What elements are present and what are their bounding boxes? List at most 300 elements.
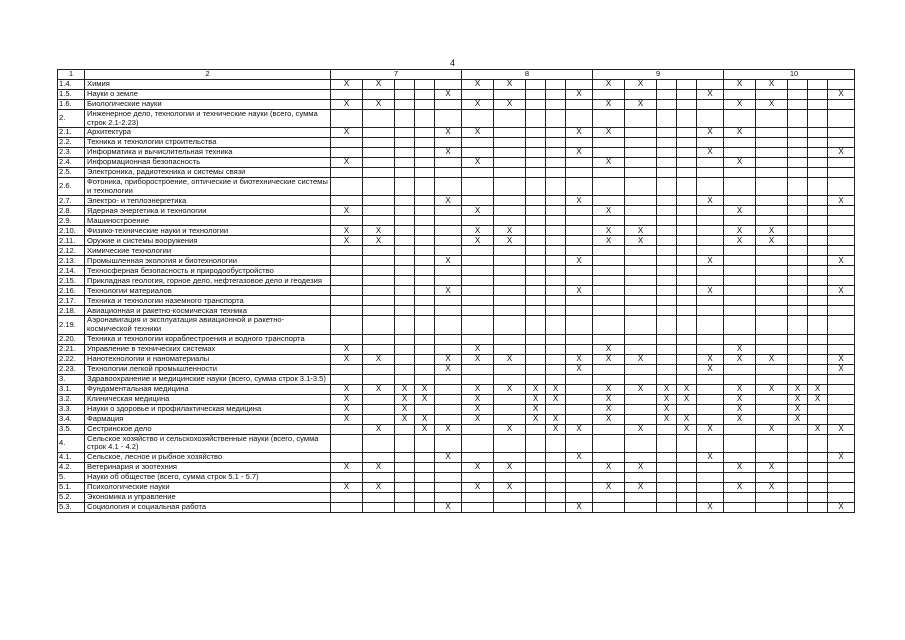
mark-cell [566,100,593,110]
mark-cell [697,472,724,482]
mark-cell [756,492,788,502]
mark-cell [415,246,435,256]
mark-cell [724,178,756,196]
mark-cell [415,492,435,502]
mark-cell [677,482,697,492]
mark-cell [756,394,788,404]
mark-cell [657,206,677,216]
mark-cell [331,296,363,306]
mark-cell [828,296,855,306]
mark-cell [462,196,494,206]
mark-cell [546,502,566,512]
mark-cell [494,128,526,138]
mark-cell [462,168,494,178]
mark-cell [526,482,546,492]
mark-cell [494,286,526,296]
mark-cell [788,236,808,246]
mark-cell [462,472,494,482]
mark-cell: X [395,394,415,404]
mark-cell [566,404,593,414]
mark-cell: X [697,354,724,364]
mark-cell [724,334,756,344]
mark-cell [331,256,363,266]
table-row [58,384,855,394]
mark-cell [697,80,724,90]
mark-cell [363,344,395,354]
mark-cell [788,364,808,374]
mark-cell [788,276,808,286]
mark-cell [363,404,395,414]
header-col-2: 2 [85,70,331,80]
mark-cell [677,196,697,206]
mark-cell [546,246,566,256]
mark-cell [625,364,657,374]
mark-cell [494,90,526,100]
mark-cell [395,80,415,90]
mark-cell [808,110,828,128]
mark-cell [566,246,593,256]
mark-cell: X [657,414,677,424]
mark-cell: X [363,354,395,364]
mark-cell [677,128,697,138]
mark-cell [677,404,697,414]
mark-cell [566,266,593,276]
mark-cell [462,256,494,266]
mark-cell [415,138,435,148]
mark-cell: X [566,502,593,512]
mark-cell [415,226,435,236]
table-row [58,452,855,462]
mark-cell [546,482,566,492]
mark-cell [677,492,697,502]
row-name: Биологические науки [85,100,331,110]
mark-cell [395,138,415,148]
mark-cell [415,216,435,226]
mark-cell [526,502,546,512]
mark-cell [828,482,855,492]
mark-cell [415,206,435,216]
mark-cell [808,206,828,216]
mark-cell [331,246,363,256]
mark-cell [593,296,625,306]
mark-cell [697,206,724,216]
mark-cell [462,306,494,316]
mark-cell [697,404,724,414]
mark-cell [435,216,462,226]
row-code: 3.2. [58,394,85,404]
mark-cell [625,316,657,334]
mark-cell: X [526,414,546,424]
mark-cell [494,138,526,148]
mark-cell [363,316,395,334]
mark-cell [435,178,462,196]
mark-cell [593,178,625,196]
mark-cell [546,168,566,178]
mark-cell [462,364,494,374]
mark-cell [395,482,415,492]
mark-cell: X [593,482,625,492]
mark-cell [494,148,526,158]
mark-cell [331,178,363,196]
mark-cell [526,276,546,286]
mark-cell [526,452,546,462]
mark-cell [808,158,828,168]
mark-cell: X [625,462,657,472]
mark-cell [657,196,677,206]
mark-cell: X [756,236,788,246]
header-col-7: 7 [331,70,462,80]
mark-cell: X [494,354,526,364]
mark-cell [657,492,677,502]
mark-cell: X [566,256,593,266]
row-name: Электроника, радиотехника и системы связи [85,168,331,178]
mark-cell [657,100,677,110]
mark-cell [363,90,395,100]
mark-cell: X [677,424,697,434]
mark-cell [546,216,566,226]
mark-cell [657,502,677,512]
mark-cell: X [724,226,756,236]
mark-cell [756,404,788,414]
mark-cell [566,296,593,306]
mark-cell: X [593,100,625,110]
mark-cell [756,216,788,226]
mark-cell [462,216,494,226]
mark-cell [657,482,677,492]
mark-cell: X [331,344,363,354]
mark-cell [566,384,593,394]
mark-cell [395,246,415,256]
mark-cell [395,226,415,236]
row-code: 2.18. [58,306,85,316]
mark-cell [625,414,657,424]
table-row [58,246,855,256]
mark-cell: X [788,384,808,394]
mark-cell [363,148,395,158]
mark-cell: X [566,148,593,158]
mark-cell [494,256,526,266]
mark-cell [363,178,395,196]
row-name: Ядерная энергетика и технологии [85,206,331,216]
mark-cell [724,90,756,100]
mark-cell [788,138,808,148]
mark-cell [546,138,566,148]
mark-cell: X [462,206,494,216]
mark-cell [593,452,625,462]
mark-cell [546,110,566,128]
mark-cell [828,128,855,138]
mark-cell [526,110,546,128]
mark-cell [828,158,855,168]
row-code: 2.3. [58,148,85,158]
mark-cell [828,168,855,178]
mark-cell: X [828,354,855,364]
mark-cell [526,168,546,178]
mark-cell [724,296,756,306]
mark-cell [657,364,677,374]
mark-cell [435,316,462,334]
mark-cell [435,276,462,286]
table-row [58,286,855,296]
table-row [58,502,855,512]
mark-cell: X [657,384,677,394]
mark-cell: X [724,158,756,168]
mark-cell: X [566,364,593,374]
mark-cell: X [697,196,724,206]
row-name: Информационная безопасность [85,158,331,168]
mark-cell [526,216,546,226]
mark-cell [526,286,546,296]
mark-cell [363,286,395,296]
mark-cell [462,266,494,276]
mark-cell [808,178,828,196]
row-code: 4.2. [58,462,85,472]
mark-cell [435,226,462,236]
mark-cell [462,492,494,502]
mark-cell [625,434,657,452]
mark-cell [657,424,677,434]
row-name: Химические технологии [85,246,331,256]
mark-cell [808,472,828,482]
mark-cell [808,90,828,100]
mark-cell [788,90,808,100]
mark-cell: X [546,384,566,394]
mark-cell: X [435,196,462,206]
mark-cell [331,492,363,502]
table-row [58,462,855,472]
mark-cell [435,158,462,168]
mark-cell [697,296,724,306]
mark-cell: X [494,384,526,394]
mark-cell [808,306,828,316]
mark-cell [566,80,593,90]
mark-cell: X [677,394,697,404]
mark-cell: X [593,206,625,216]
row-code: 2.4. [58,158,85,168]
mark-cell: X [593,236,625,246]
mark-cell [566,178,593,196]
mark-cell: X [363,482,395,492]
row-code: 3.4. [58,414,85,424]
mark-cell: X [756,384,788,394]
mark-cell [395,158,415,168]
mark-cell [546,316,566,334]
row-code: 2.12. [58,246,85,256]
mark-cell [566,226,593,236]
mark-cell [494,394,526,404]
mark-cell: X [363,100,395,110]
row-name: Технологии материалов [85,286,331,296]
mark-cell: X [331,100,363,110]
row-name: Науки об обществе (всего, сумма строк 5.1 - 5.7) [85,472,331,482]
mark-cell [593,472,625,482]
mark-cell [657,266,677,276]
mark-cell [435,306,462,316]
mark-cell: X [828,148,855,158]
mark-cell [808,168,828,178]
row-name: Техника и технологии строительства [85,138,331,148]
mark-cell [494,404,526,414]
mark-cell [724,256,756,266]
row-code: 3.3. [58,404,85,414]
mark-cell [526,148,546,158]
mark-cell [828,246,855,256]
mark-cell: X [697,148,724,158]
mark-cell [808,286,828,296]
row-name: Науки о земле [85,90,331,100]
row-code: 2.19. [58,316,85,334]
mark-cell [363,374,395,384]
mark-cell [697,462,724,472]
mark-cell [657,296,677,306]
mark-cell [363,296,395,306]
mark-cell [697,266,724,276]
mark-cell [788,334,808,344]
mark-cell [593,168,625,178]
mark-cell: X [331,394,363,404]
table-row [58,364,855,374]
mark-cell: X [566,128,593,138]
mark-cell: X [494,100,526,110]
mark-cell [462,502,494,512]
mark-cell [415,316,435,334]
mark-cell [724,266,756,276]
mark-cell [435,414,462,424]
mark-cell [697,110,724,128]
mark-cell [808,434,828,452]
mark-cell [657,354,677,364]
mark-cell [724,168,756,178]
mark-cell [756,148,788,158]
mark-cell [566,276,593,286]
mark-cell [808,266,828,276]
mark-cell: X [828,502,855,512]
mark-cell: X [593,344,625,354]
mark-cell [526,90,546,100]
mark-cell [395,100,415,110]
mark-cell [788,266,808,276]
mark-cell [526,424,546,434]
mark-cell [697,384,724,394]
mark-cell: X [462,414,494,424]
mark-cell: X [331,384,363,394]
mark-cell: X [546,414,566,424]
mark-cell [363,364,395,374]
mark-cell: X [697,364,724,374]
mark-cell [677,100,697,110]
mark-cell: X [494,226,526,236]
mark-cell: X [415,384,435,394]
mark-cell [593,364,625,374]
mark-cell [625,296,657,306]
mark-cell [808,148,828,158]
mark-cell [395,276,415,286]
table-row [58,236,855,246]
mark-cell: X [331,236,363,246]
mark-cell: X [697,128,724,138]
mark-cell: X [625,236,657,246]
table-row [58,226,855,236]
mark-cell: X [331,414,363,424]
mark-cell: X [697,424,724,434]
mark-cell [415,364,435,374]
mark-cell [395,196,415,206]
mark-cell [697,394,724,404]
mark-cell: X [526,394,546,404]
mark-cell: X [494,80,526,90]
mark-cell [415,286,435,296]
mark-cell [494,414,526,424]
mark-cell [566,216,593,226]
mark-cell [395,236,415,246]
mark-cell [566,138,593,148]
mark-cell [462,246,494,256]
mark-cell [593,286,625,296]
mark-cell [395,354,415,364]
mark-cell [828,434,855,452]
mark-cell [494,216,526,226]
mark-cell [625,502,657,512]
mark-cell [625,128,657,138]
mark-cell [788,80,808,90]
mark-cell [657,168,677,178]
row-code: 2.21. [58,344,85,354]
mark-cell [363,266,395,276]
mark-cell [546,196,566,206]
mark-cell [462,334,494,344]
row-code: 2.20. [58,334,85,344]
mark-cell [828,110,855,128]
mark-cell: X [415,424,435,434]
mark-cell [724,374,756,384]
mark-cell [657,148,677,158]
mark-cell [657,344,677,354]
mark-cell [494,196,526,206]
mark-cell: X [724,206,756,216]
mark-cell [625,472,657,482]
mark-cell: X [724,482,756,492]
mark-cell [593,276,625,286]
mark-cell [828,462,855,472]
mark-cell [415,404,435,414]
mark-cell [526,266,546,276]
mark-cell [625,286,657,296]
mark-cell: X [462,482,494,492]
mark-cell [677,452,697,462]
mark-cell [657,226,677,236]
mark-cell [566,306,593,316]
mark-cell [756,306,788,316]
mark-cell [435,492,462,502]
mark-cell [435,472,462,482]
table-body [58,80,855,513]
mark-cell [808,316,828,334]
row-name: Архитектура [85,128,331,138]
mark-cell [395,90,415,100]
mark-cell [415,344,435,354]
mark-cell [625,266,657,276]
table-row [58,344,855,354]
mark-cell: X [415,414,435,424]
mark-cell: X [395,384,415,394]
row-name: Сестринское дело [85,424,331,434]
row-code: 4. [58,434,85,452]
mark-cell [331,196,363,206]
mark-cell [566,236,593,246]
row-code: 2.2. [58,138,85,148]
mark-cell [625,168,657,178]
mark-cell [462,286,494,296]
